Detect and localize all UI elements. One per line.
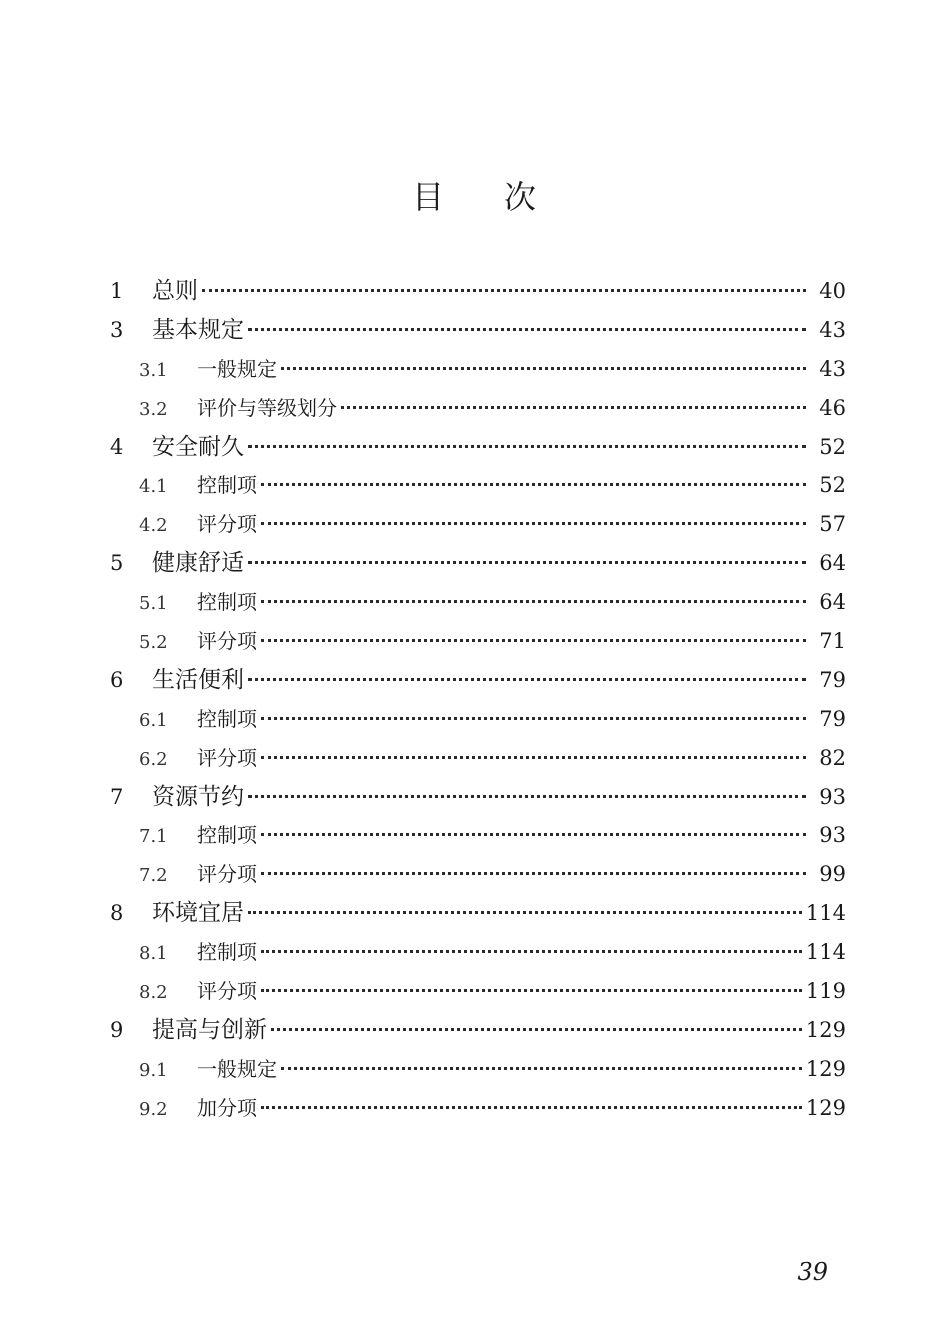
toc-entry-number: 7.2 xyxy=(139,865,168,887)
toc-entry-number: 9.2 xyxy=(139,1098,168,1120)
toc-entry-label: 一般规定 xyxy=(197,1056,277,1081)
toc-leader-dots xyxy=(248,911,802,914)
toc-chapter-entry[interactable] xyxy=(110,894,846,933)
toc-entry-number: 3 xyxy=(110,317,124,342)
toc-entry-label: 控制项 xyxy=(197,706,257,731)
toc-section-entry[interactable] xyxy=(110,1050,846,1089)
toc-section-entry[interactable] xyxy=(110,350,846,389)
toc-entry-label: 生活便利 xyxy=(152,666,244,693)
toc-section-entry[interactable] xyxy=(110,855,846,894)
toc-entry-label: 安全耐久 xyxy=(152,433,244,460)
toc-entry-number: 6.2 xyxy=(139,748,168,770)
toc-entry-number: 6.1 xyxy=(139,709,168,731)
toc-entry-page: 79 xyxy=(819,706,846,731)
table-of-contents xyxy=(110,272,846,1128)
toc-entry-page: 43 xyxy=(819,317,846,342)
toc-entry-page: 114 xyxy=(805,901,846,926)
toc-entry-number: 8 xyxy=(110,901,124,926)
toc-entry-page: 93 xyxy=(819,823,846,848)
toc-leader-dots xyxy=(248,561,806,564)
toc-entry-page: 82 xyxy=(819,745,846,770)
toc-section-entry[interactable] xyxy=(110,622,846,661)
toc-entry-label: 提高与创新 xyxy=(152,1016,267,1043)
toc-entry-number: 9.1 xyxy=(139,1059,168,1081)
toc-chapter-entry[interactable] xyxy=(110,311,846,350)
toc-entry-page: 71 xyxy=(819,629,846,654)
toc-leader-dots xyxy=(261,1106,802,1109)
toc-entry-label: 评分项 xyxy=(197,629,257,654)
toc-leader-dots xyxy=(248,795,806,798)
toc-entry-page: 64 xyxy=(819,590,846,615)
toc-section-entry[interactable] xyxy=(110,972,846,1011)
toc-entry-page: 93 xyxy=(819,784,846,809)
toc-entry-page: 43 xyxy=(819,356,846,381)
toc-leader-dots xyxy=(261,756,806,759)
toc-entry-page: 40 xyxy=(819,279,846,303)
toc-leader-dots xyxy=(341,406,806,409)
toc-entry-label: 健康舒适 xyxy=(152,550,244,577)
toc-entry-page: 129 xyxy=(805,1056,846,1081)
toc-entry-page: 64 xyxy=(819,551,846,576)
toc-entry-page: 79 xyxy=(819,667,846,692)
toc-entry-label: 评分项 xyxy=(197,512,257,537)
toc-leader-dots xyxy=(261,600,806,603)
toc-leader-dots xyxy=(261,639,806,642)
toc-entry-page: 52 xyxy=(819,473,846,498)
page-number: 39 xyxy=(797,1258,828,1286)
toc-entry-number: 4.2 xyxy=(139,515,168,537)
toc-section-entry[interactable] xyxy=(110,505,846,544)
toc-entry-label: 评分项 xyxy=(197,862,257,887)
toc-entry-label: 一般规定 xyxy=(197,356,277,381)
toc-entry-label: 控制项 xyxy=(197,473,257,498)
toc-entry-label: 控制项 xyxy=(197,590,257,615)
toc-entry-number: 7 xyxy=(110,784,124,809)
toc-chapter-entry[interactable] xyxy=(110,272,846,311)
toc-entry-number: 5.1 xyxy=(139,593,168,615)
toc-section-entry[interactable] xyxy=(110,466,846,505)
toc-entry-number: 3.1 xyxy=(139,359,168,381)
toc-leader-dots xyxy=(261,950,802,953)
toc-leader-dots xyxy=(281,1067,802,1070)
toc-entry-label: 资源节约 xyxy=(152,783,244,810)
toc-entry-number: 9 xyxy=(110,1017,124,1042)
page-title-part1: 目 xyxy=(411,178,446,216)
toc-entry-label: 评分项 xyxy=(197,745,257,770)
page-title-part2: 次 xyxy=(504,178,539,216)
toc-chapter-entry[interactable] xyxy=(110,428,846,467)
toc-entry-page: 119 xyxy=(805,979,846,1004)
toc-section-entry[interactable] xyxy=(110,583,846,622)
toc-section-entry[interactable] xyxy=(110,1089,846,1128)
toc-leader-dots xyxy=(248,328,806,331)
toc-entry-number: 5.2 xyxy=(139,632,168,654)
toc-entry-page: 46 xyxy=(819,395,846,420)
toc-entry-number: 6 xyxy=(110,667,124,692)
toc-entry-number: 4 xyxy=(110,434,124,459)
toc-entry-label: 控制项 xyxy=(197,940,257,965)
toc-entry-page: 52 xyxy=(819,434,846,459)
toc-entry-label: 评价与等级划分 xyxy=(197,395,337,420)
toc-leader-dots xyxy=(248,445,806,448)
toc-entry-number: 5 xyxy=(110,551,124,576)
toc-chapter-entry[interactable] xyxy=(110,544,846,583)
toc-chapter-entry[interactable] xyxy=(110,778,846,817)
toc-leader-dots xyxy=(261,833,806,836)
toc-leader-dots xyxy=(202,289,806,292)
toc-entry-page: 129 xyxy=(805,1095,846,1120)
toc-leader-dots xyxy=(261,989,802,992)
toc-entry-label: 评分项 xyxy=(197,979,257,1004)
toc-leader-dots xyxy=(261,483,806,486)
page-title xyxy=(0,172,950,218)
toc-entry-label: 控制项 xyxy=(197,823,257,848)
toc-entry-page: 99 xyxy=(819,862,846,887)
toc-leader-dots xyxy=(271,1028,802,1031)
toc-section-entry[interactable] xyxy=(110,933,846,972)
toc-leader-dots xyxy=(261,872,806,875)
toc-leader-dots xyxy=(261,522,806,525)
toc-chapter-entry[interactable] xyxy=(110,661,846,700)
toc-entry-page: 129 xyxy=(805,1017,846,1042)
toc-section-entry[interactable] xyxy=(110,739,846,778)
toc-entry-page: 114 xyxy=(805,940,846,965)
toc-section-entry[interactable] xyxy=(110,389,846,428)
toc-leader-dots xyxy=(248,678,806,681)
toc-chapter-entry[interactable] xyxy=(110,1011,846,1050)
toc-leader-dots xyxy=(281,367,806,370)
toc-section-entry[interactable] xyxy=(110,700,846,739)
toc-entry-number: 8.1 xyxy=(139,943,168,965)
toc-entry-label: 环境宜居 xyxy=(152,900,244,927)
toc-section-entry[interactable] xyxy=(110,816,846,855)
toc-entry-number: 3.2 xyxy=(139,398,168,420)
toc-entry-label: 总则 xyxy=(152,278,198,304)
toc-entry-label: 加分项 xyxy=(197,1095,257,1120)
toc-entry-number: 1 xyxy=(110,279,124,303)
toc-entry-page: 57 xyxy=(819,512,846,537)
toc-entry-number: 7.1 xyxy=(139,826,168,848)
toc-entry-number: 8.2 xyxy=(139,982,168,1004)
toc-entry-number: 4.1 xyxy=(139,476,168,498)
toc-leader-dots xyxy=(261,717,806,720)
toc-entry-label: 基本规定 xyxy=(152,316,244,343)
